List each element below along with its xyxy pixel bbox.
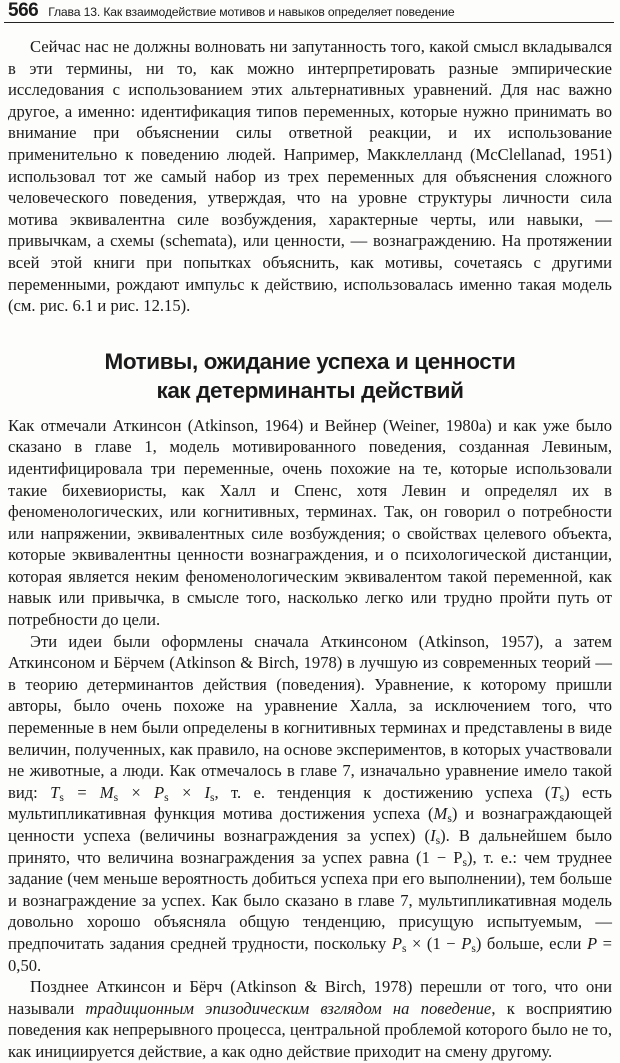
body-paragraph-3 xyxy=(8,631,612,977)
formula-subscript: s xyxy=(462,855,467,869)
italic-phrase: традиционным эпизодическим взглядом на поведение xyxy=(85,998,492,1018)
formula-variable: P xyxy=(586,933,598,953)
formula-subscript: s xyxy=(471,941,476,955)
formula-variable: × P xyxy=(118,782,165,802)
text-run: ). В дальнейшем было принято, что величина вознаграждения за успех равна (1 − P xyxy=(8,826,612,867)
formula-subscript: s xyxy=(559,790,565,804)
page-number: 566 xyxy=(8,0,39,21)
text-run: = 0,50. xyxy=(8,933,613,975)
text-run: , т. е. тенденция к достижению успеха ( xyxy=(214,782,551,802)
formula-subscript: s xyxy=(401,941,407,955)
formula-variable: × I xyxy=(168,782,211,802)
section-heading-line-2: как детерминанты действий xyxy=(156,377,464,403)
text-run: ) есть мультипликативная функция мотива достижения успеха ( xyxy=(8,782,612,824)
formula-variable: I xyxy=(430,826,436,845)
formula-variable: P xyxy=(391,933,402,953)
formula-subscript: s xyxy=(210,790,215,804)
formula-subscript: s xyxy=(435,833,441,847)
formula-variable: T xyxy=(50,782,60,802)
text-run: Эти идеи были оформлены сначала Аткинсоном (Atkinson, 1957), а затем Аткинсоном и Бёрчем (Atkinson & Birch, 1978) в лучшую из современных теорий — в теорию детерминантов действия (поведения). Уравнение, к которому пришли авторы, было очень похоже на уравнение Халла, за исключением того, что переменные в нем были определены в когнитивных терминах и представлены в виде величин, полученных, как правило, на основе экспериментов, в которых участвовали не животные, а люди. Как отмечалось в главе 7, изначально уравнение имело такой вид: xyxy=(8,631,612,802)
text-run: ), т. е.: чем труднее задание (чем меньше вероятность добиться успеха при его выполнении), тем больше и вознаграждение за успех. Как было сказано в главе 7, мультипликативная модель довольно хорошо объясняла общую тенденцию, присущую испытуемым, — предпочитать задания средней трудности, поскольку xyxy=(8,847,612,953)
body-paragraph-1: Сейчас нас не должны волновать ни запутанность того, какой смысл вкладывался в эти термины, ни то, как можно интерпретировать разные эмпирические исследования с использованием этих альтернативных уравнений. Для нас важно другое, а именно: идентификация типов переменных, которые нужно принимать во внимание при объяснении силы ответной реакции, и их использование применительно к поведению людей. Например, Макклелланд (McClellanad, 1951) использовал тот же самый набор из трех переменных для объяснения сложного человеческого поведения, утверждая, что на уровне структуры личности сила мотива эквивалентна силе возбуждения, характерные черты, или навыки, — привычкам, а схемы (schemata), или ценности, — вознаграждению. На протяжении всей этой книги при попытках объяснить, как мотивы, сочетаясь с другими переменными, рождают импульс к действию, использовалась именно такая модель (см. рис. 6.1 и рис. 12.15). xyxy=(8,37,612,316)
chapter-title: Глава 13. Как взаимодействие мотивов и навыков определяет поведение xyxy=(48,5,455,19)
formula-variable: T xyxy=(550,782,560,802)
text-run: ) и вознаграждающей ценности успеха (величины вознаграждения за успех) ( xyxy=(8,804,613,845)
formula-subscript: s xyxy=(447,812,452,826)
formula-variable: M xyxy=(433,804,448,824)
running-head xyxy=(4,0,614,23)
section-heading xyxy=(8,347,612,405)
formula-subscript: s xyxy=(113,790,119,804)
text-run: , к восприятию поведения как непрерывного процесса, центральной проблемой которого было не то, как инициируется действие, а как одно действие приходит на смену другому. xyxy=(8,998,613,1061)
section-heading-line-1: Мотивы, ожидание успеха и ценности xyxy=(104,348,516,374)
formula-variable: = M xyxy=(63,782,114,802)
text-run: × (1 − xyxy=(406,933,462,953)
body-paragraph-2: Как отмечали Аткинсон (Atkinson, 1964) и Вейнер (Weiner, 1980а) и как уже было сказано в главе 1, модель мотивированного поведения, созданная Левиным, идентифицировала три переменные, очень похожие на те, которые использовали такие бихевиористы, как Халл и Спенс, хотя Левин и определял их в феноменологических, или когнитивных, терминах. Так, он говорил о потребности или напряжении, эквивалентных силе возбуждения; о свойствах целевого объекта, которые эквивалентны ценности вознаграждения, и о психологической дистанции, которая является неким феноменологическим эквивалентом такой переменной, как навык или привычка, в смысле того, насколько легко или трудно пройти путь от потребности до цели. xyxy=(8,415,612,630)
formula-subscript: s xyxy=(59,790,64,804)
body-paragraph-4 xyxy=(8,976,612,1062)
formula-variable: P xyxy=(461,933,472,953)
text-run: Позднее Аткинсон и Бёрч (Atkinson & Birch, 1978) перешли от того, что они называли xyxy=(8,977,612,1018)
text-run: ) больше, если xyxy=(475,933,587,953)
formula-subscript: s xyxy=(164,790,169,804)
